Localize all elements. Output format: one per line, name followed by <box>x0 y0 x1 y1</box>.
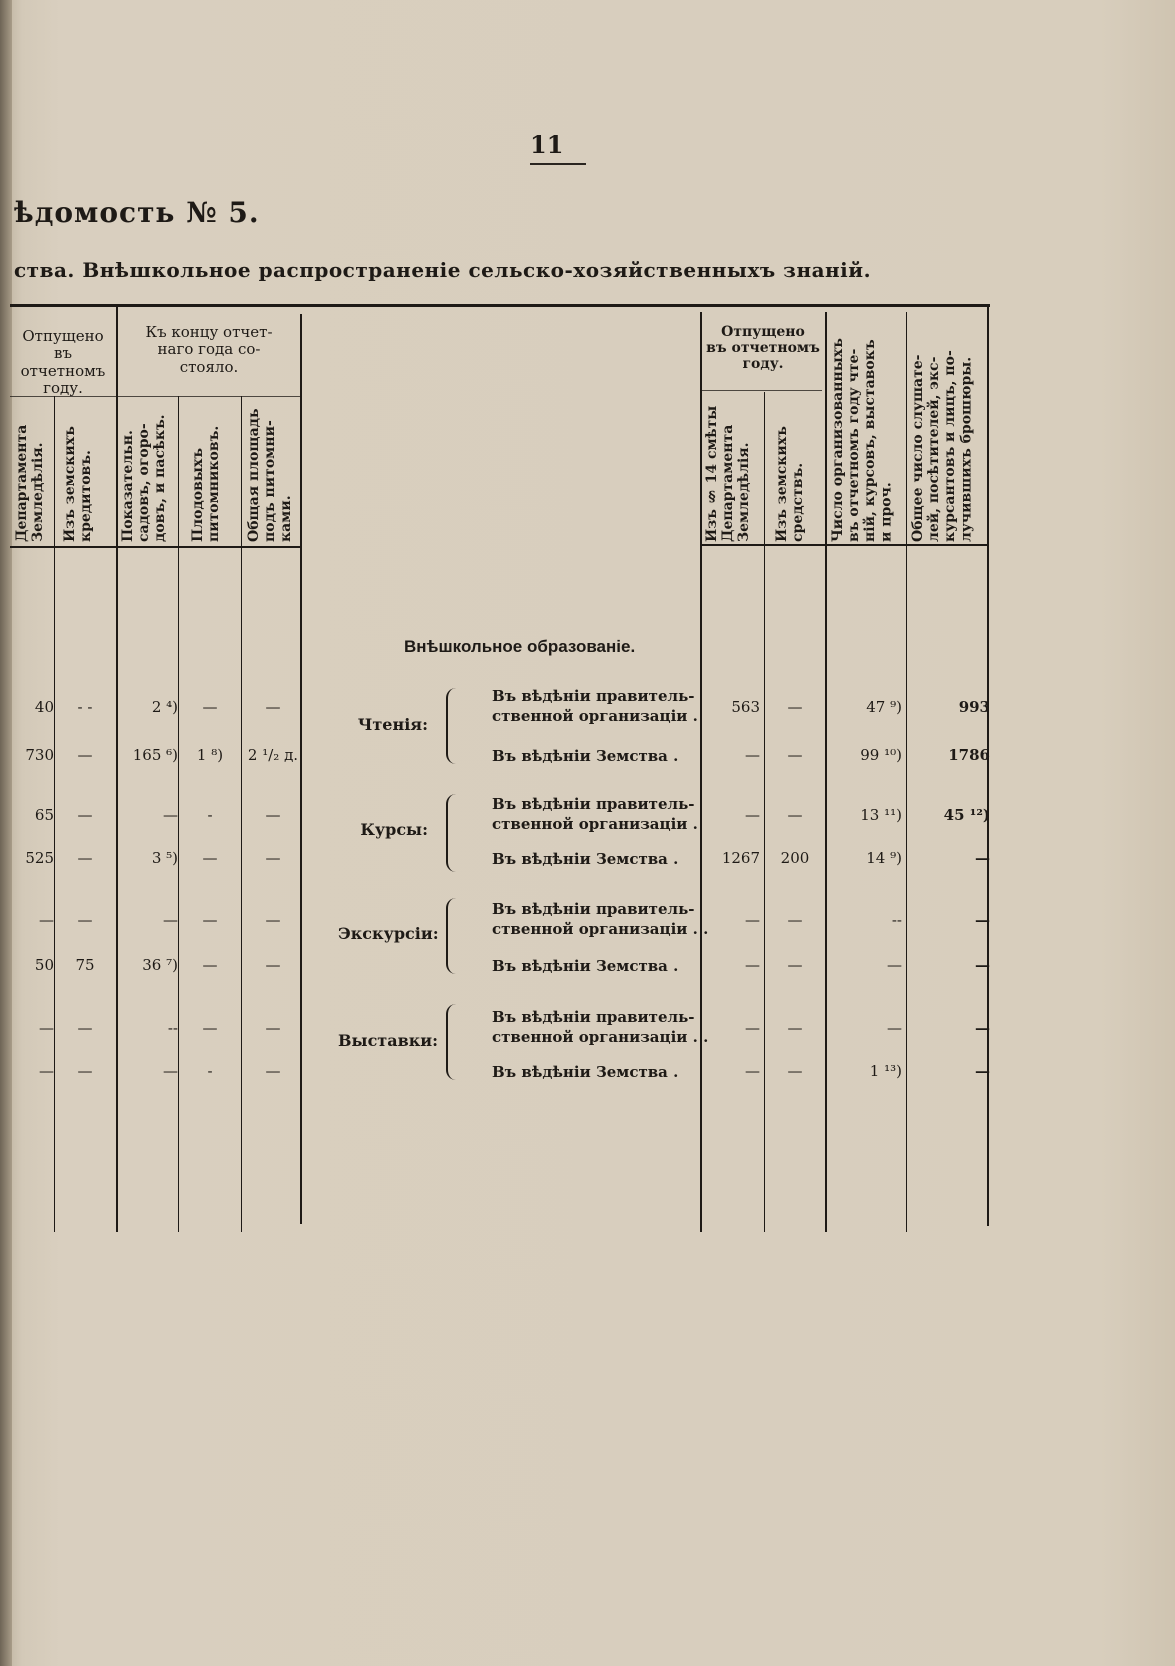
table-cell: — <box>787 746 803 764</box>
row-label: Въ вѣдѣніи Земства . <box>492 1063 679 1081</box>
table-cell: 200 <box>780 849 810 867</box>
table-cell: — <box>77 1062 93 1080</box>
right-col-rule-3 <box>906 312 907 1232</box>
table-cell: — <box>745 1019 760 1037</box>
table-cell: 36 ⁷) <box>142 956 178 974</box>
binding-edge <box>0 0 12 1666</box>
table-cell: — <box>745 911 760 929</box>
table-cell: — <box>163 806 178 824</box>
table-cell: 99 ¹⁰) <box>860 746 902 764</box>
table-cell: — <box>975 1019 990 1037</box>
table-cell: 13 ¹¹) <box>860 806 902 824</box>
table-cell: 993 <box>958 698 990 716</box>
table-cell: — <box>77 746 93 764</box>
table-cell: 1267 <box>721 849 760 867</box>
left-col-header-department: Департамента Земледѣлія. <box>14 424 47 542</box>
group-label-excursions: Экскурсіи: <box>338 924 439 943</box>
table-cell: — <box>163 911 178 929</box>
row-label: Въ вѣдѣніи правитель- ственной организаціи . . <box>492 900 709 939</box>
table-cell: — <box>265 911 281 929</box>
table-cell: — <box>975 1062 990 1080</box>
table-cell: 3 ⁵) <box>151 849 178 867</box>
table-cell: — <box>787 1062 803 1080</box>
left-col-header-demo-gardens: Показательн. садовъ, огоро- довъ, и пасѣкъ. <box>120 414 169 542</box>
right-group-header-allotted: Отпущено въ отчетномъ году. <box>706 324 820 373</box>
table-cell: — <box>202 698 218 716</box>
table-cell: — <box>787 911 803 929</box>
table-cell: — <box>887 1019 902 1037</box>
row-label: Въ вѣдѣніи правитель- ственной организаціи . . <box>492 1008 709 1047</box>
right-group-rule <box>700 390 822 391</box>
table-cell: 563 <box>731 698 760 716</box>
table-cell: — <box>163 1062 178 1080</box>
table-cell: — <box>265 698 281 716</box>
table-cell: — <box>265 956 281 974</box>
table-cell: — <box>787 1019 803 1037</box>
right-table-left-rule <box>700 312 702 1232</box>
table-top-rule <box>10 304 990 307</box>
row-label: Въ вѣдѣніи правитель- ственной организаціи . <box>492 687 698 726</box>
table-cell: 40 <box>34 698 54 716</box>
table-cell: — <box>265 806 281 824</box>
right-table-outer-rule <box>987 306 989 1226</box>
table-cell: — <box>77 1019 93 1037</box>
group-label-courses: Курсы: <box>360 820 428 839</box>
table-cell: 14 ⁹) <box>866 849 902 867</box>
table-cell: — <box>265 1019 281 1037</box>
table-cell: - <box>207 806 213 824</box>
row-label: Въ вѣдѣніи правитель- ственной организаціи . <box>492 795 698 834</box>
table-cell: — <box>265 849 281 867</box>
table-cell: 2 ⁴) <box>151 698 178 716</box>
table-cell: — <box>745 956 760 974</box>
table-cell: — <box>745 746 760 764</box>
table-cell: — <box>77 911 93 929</box>
table-cell: — <box>887 956 902 974</box>
table-cell: 2 ¹/₂ д. <box>247 746 299 764</box>
table-cell: — <box>202 849 218 867</box>
table-cell: -- <box>891 911 902 929</box>
table-cell: — <box>202 956 218 974</box>
left-col-rule-1 <box>54 396 55 1232</box>
table-cell: — <box>975 911 990 929</box>
left-col-header-nursery-area: Общая площадь подъ питомни- ками. <box>246 408 295 542</box>
right-col-header-zemstvo-funds: Изъ земскихъ средствъ. <box>774 426 807 542</box>
table-cell: — <box>787 956 803 974</box>
right-col-header-participants: Общее число слушате- лей, посѣтителей, экс- курсантовъ и лицъ, по- лучившихъ брошюры. <box>910 350 975 542</box>
table-cell: — <box>39 1062 54 1080</box>
table-cell: — <box>77 806 93 824</box>
group-brace-courses <box>446 794 456 872</box>
table-cell: — <box>39 911 54 929</box>
table-cell: -- <box>167 1019 178 1037</box>
table-cell: — <box>265 1062 281 1080</box>
left-col-header-nurseries: Плодовыхъ питомниковъ. <box>190 425 223 542</box>
left-col-rule-3 <box>178 396 179 1232</box>
left-group-header-allotted: Отпущено въ отчетномъ году. <box>20 327 106 397</box>
table-cell: 50 <box>34 956 54 974</box>
table-cell: 1 ¹³) <box>869 1062 902 1080</box>
group-brace-readings <box>446 688 456 764</box>
right-col-rule-1 <box>764 392 765 1232</box>
table-cell: 525 <box>25 849 54 867</box>
table-cell: — <box>202 1019 218 1037</box>
table-cell: - <box>207 1062 213 1080</box>
table-cell: — <box>745 1062 760 1080</box>
table-cell: — <box>787 698 803 716</box>
row-label: Въ вѣдѣніи Земства . <box>492 747 679 765</box>
table-cell: - - <box>77 698 93 716</box>
table-cell: 75 <box>75 956 95 974</box>
table-cell: 65 <box>34 806 54 824</box>
table-cell: 1786 <box>948 746 990 764</box>
header-bottom-rule-right <box>700 544 988 546</box>
table-cell: 730 <box>25 746 54 764</box>
section-title: Внѣшкольное образованіе. <box>404 637 636 656</box>
table-cell: — <box>975 849 990 867</box>
table-cell: 1 ⁸) <box>196 746 224 764</box>
left-col-rule-2 <box>116 306 118 1232</box>
group-brace-excursions <box>446 898 456 974</box>
table-cell: — <box>77 849 93 867</box>
group-label-exhibitions: Выставки: <box>338 1031 439 1050</box>
table-cell: — <box>39 1019 54 1037</box>
table-cell: — <box>202 911 218 929</box>
page-number-rule <box>530 163 586 165</box>
table-cell: — <box>745 806 760 824</box>
row-label: Въ вѣдѣніи Земства . <box>492 850 679 868</box>
left-table-right-rule <box>300 314 302 1224</box>
table-cell: 47 ⁹) <box>866 698 902 716</box>
left-col-header-zemstvo-credits: Изъ земскихъ кредитовъ. <box>62 426 95 542</box>
right-col-rule-2 <box>825 312 827 1232</box>
document-subtitle: ства. Внѣшкольное распространеніе сельско-хозяйственныхъ знаній. <box>14 258 872 282</box>
group-brace-exhibitions <box>446 1004 456 1080</box>
page-number: 11 <box>530 130 564 159</box>
left-col-rule-4 <box>241 396 242 1232</box>
left-group-header-end-of-year: Къ концу отчет- наго года со- стояло. <box>145 323 273 376</box>
group-label-readings: Чтенія: <box>357 715 428 734</box>
table-cell: — <box>975 956 990 974</box>
table-cell: — <box>787 806 803 824</box>
document-title: ѣдомость № 5. <box>14 196 260 229</box>
right-col-header-department: Изъ § 14 смѣты Департамента Земледѣлія. <box>704 405 753 542</box>
table-cell: 165 ⁶) <box>132 746 178 764</box>
row-label: Въ вѣдѣніи Земства . <box>492 957 679 975</box>
table-cell: 45 ¹²) <box>943 806 990 824</box>
right-col-header-events-count: Число организованныхъ въ отчетномъ году чте- ній, курсовъ, выставокъ и проч. <box>830 338 895 542</box>
